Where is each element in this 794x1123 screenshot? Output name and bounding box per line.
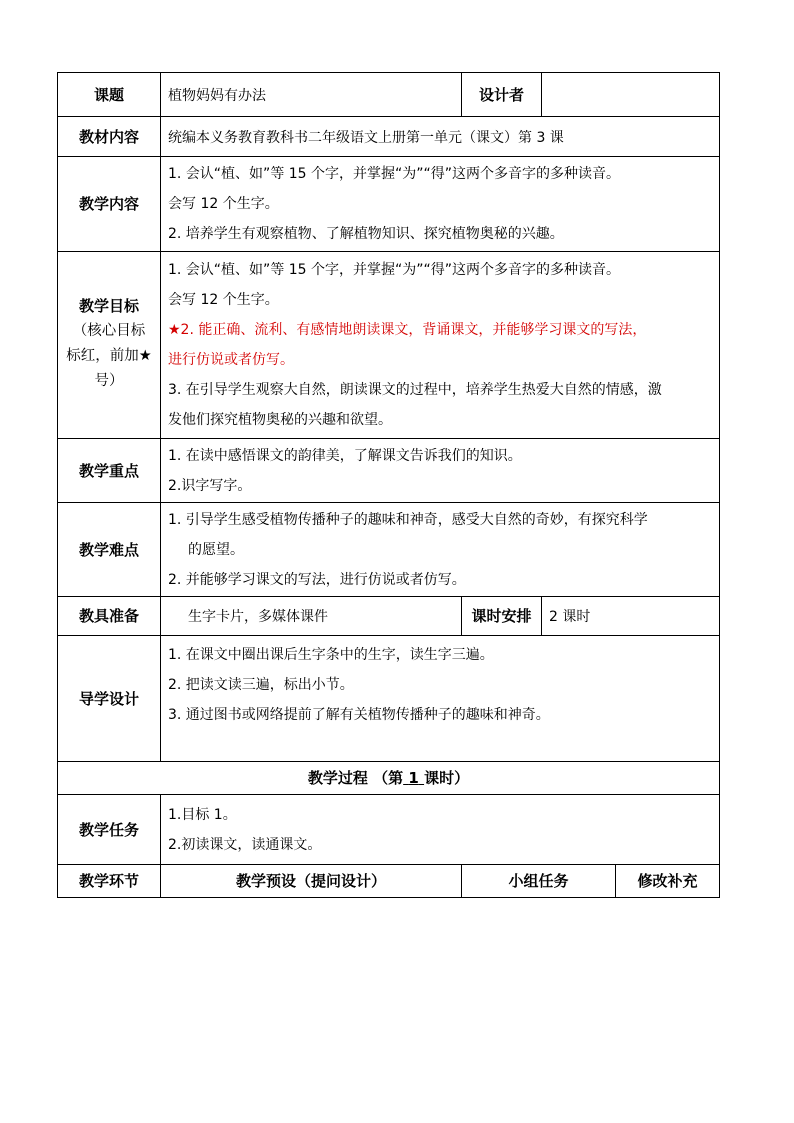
goals-label-cell <box>58 252 161 439</box>
guide-label: 导学设计 <box>58 636 161 762</box>
goals-cell <box>161 252 720 439</box>
goals-line-1: 1. 会认“植、如”等 15 个字，并掌握“为”“得”这两个多音字的多种读音。 <box>168 262 621 278</box>
lesson-plan-table <box>57 72 720 898</box>
header-stage: 教学环节 <box>58 865 161 898</box>
content-cell <box>161 157 720 252</box>
task-cell <box>161 795 720 865</box>
goals-note-1: （核心目标 <box>72 323 146 339</box>
process-prefix: 教学过程 （第 <box>307 769 404 787</box>
designer-label: 设计者 <box>462 73 542 117</box>
goals-line-5: 3. 在引导学生观察大自然，朗读课文的过程中，培养学生热爱大自然的情感，激 <box>168 382 662 398</box>
material-value: 统编本义务教育教科书二年级语文上册第一单元（课文）第 3 课 <box>161 117 720 157</box>
time-label: 课时安排 <box>462 597 542 636</box>
row-topic <box>58 73 720 117</box>
key-label: 教学重点 <box>58 439 161 503</box>
guide-cell <box>161 636 720 762</box>
designer-value <box>542 73 720 117</box>
content-line-1: 1. 会认“植、如”等 15 个字，并掌握“为”“得”这两个多音字的多种读音。 <box>168 166 621 182</box>
process-title <box>58 762 720 795</box>
task-label: 教学任务 <box>58 795 161 865</box>
difficult-label: 教学难点 <box>58 503 161 597</box>
difficult-line-1: 1. 引导学生感受植物传播种子的趣味和神奇，感受大自然的奇妙，有探究科学 <box>168 511 648 528</box>
task-line-2: 2.初读课文，读通课文。 <box>168 836 322 853</box>
time-value: 2 课时 <box>542 597 720 636</box>
task-line-1: 1.目标 1。 <box>168 806 237 823</box>
header-revision: 修改补充 <box>616 865 720 898</box>
topic-label: 课题 <box>58 73 161 117</box>
difficult-line-3: 2. 并能够学习课文的写法，进行仿说或者仿写。 <box>168 571 466 588</box>
difficult-line-2: 的愿望。 <box>188 541 244 558</box>
tools-value: 生字卡片，多媒体课件 <box>161 597 462 636</box>
row-key <box>58 439 720 503</box>
goals-label: 教学目标 <box>78 297 139 315</box>
topic-value: 植物妈妈有办法 <box>161 73 462 117</box>
guide-line-3: 3. 通过图书或网络提前了解有关植物传播种子的趣味和神奇。 <box>168 707 550 723</box>
goals-line-core-1: ★2. 能正确、流利、有感情地朗读课文，背诵课文，并能够学习课文的写法， <box>168 322 647 338</box>
goals-line-6: 发他们探究植物奥秘的兴趣和欲望。 <box>168 412 392 428</box>
goals-note-2: 标红，前加★ <box>66 348 152 364</box>
content-label: 教学内容 <box>58 157 161 252</box>
row-tools <box>58 597 720 636</box>
tools-label: 教具准备 <box>58 597 161 636</box>
process-suffix: 课时） <box>424 769 470 787</box>
guide-line-1: 1. 在课文中圈出课后生字条中的生字，读生字三遍。 <box>168 647 494 663</box>
goals-note-3: 号） <box>94 373 124 389</box>
guide-line-2: 2. 把读文读三遍，标出小节。 <box>168 677 354 693</box>
row-goals <box>58 252 720 439</box>
header-preset: 教学预设（提问设计） <box>161 865 462 898</box>
row-difficult <box>58 503 720 597</box>
header-group-task: 小组任务 <box>462 865 616 898</box>
difficult-cell <box>161 503 720 597</box>
goals-line-core-2: 进行仿说或者仿写。 <box>168 352 294 368</box>
row-process <box>58 762 720 795</box>
key-cell <box>161 439 720 503</box>
material-label: 教材内容 <box>58 117 161 157</box>
row-guide <box>58 636 720 762</box>
content-line-3: 2. 培养学生有观察植物、了解植物知识、探究植物奥秘的兴趣。 <box>168 226 564 242</box>
key-line-1: 1. 在读中感悟课文的韵律美，了解课文告诉我们的知识。 <box>168 447 522 464</box>
content-line-2: 会写 12 个生字。 <box>168 196 279 212</box>
goals-line-2: 会写 12 个生字。 <box>168 292 279 308</box>
key-line-2: 2.识字写字。 <box>168 477 252 494</box>
row-material <box>58 117 720 157</box>
row-process-header <box>58 865 720 898</box>
row-content <box>58 157 720 252</box>
row-task <box>58 795 720 865</box>
process-lesson-number: 1 <box>408 769 419 787</box>
